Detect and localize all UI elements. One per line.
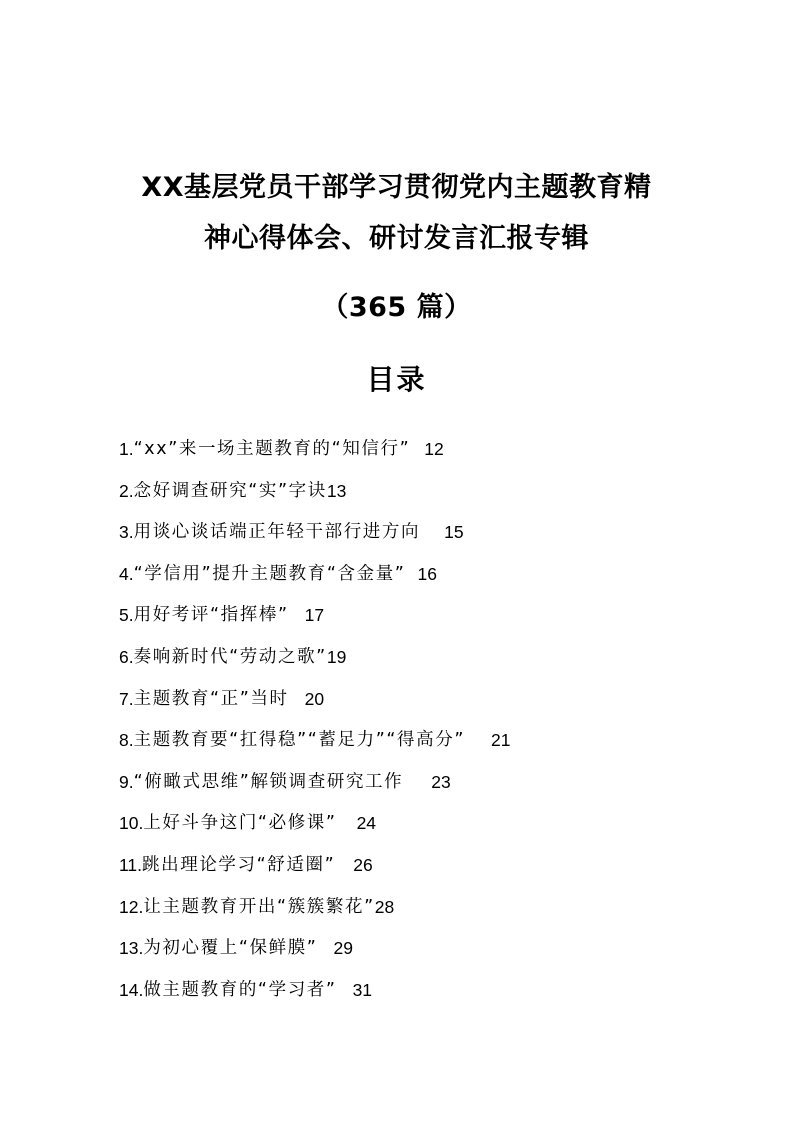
toc-item-title: 主题教育要“扛得稳”“蓄足力”“得高分” [133,730,466,751]
toc-item[interactable] [119,850,719,892]
toc-item-page: 24 [356,813,377,834]
toc-item-number: 8. [119,730,134,751]
toc-item[interactable] [119,808,719,850]
toc-item[interactable] [119,725,719,767]
toc-item-number: 7. [119,688,134,709]
toc-item-title: 用谈心谈话端正年轻干部行进方向 [133,522,421,543]
toc-item-number: 1. [119,439,134,459]
toc-item-title: 让主题教育开出“簇簇繁花” [143,896,375,917]
toc-item[interactable] [119,892,719,934]
toc-item-number: 14. [119,979,144,1000]
toc-item-number: 6. [119,646,134,667]
toc-item-number: 13. [119,938,144,959]
toc-item-title: 用好考评“指挥棒” [133,605,289,626]
toc-item-page: 26 [353,854,373,875]
toc-item[interactable] [119,600,719,642]
document-title-line-1: XX基层党员干部学习贯彻党内主题教育精 [141,172,652,203]
toc-item-title: 主题教育“正”当时 [133,688,289,709]
toc-item-number: 12. [119,896,144,917]
toc-item-title: 念好调查研究“实”字诀 [133,480,327,501]
toc-item-number: 9. [119,771,134,792]
toc-item[interactable] [119,476,719,518]
toc-item-page: 31 [352,979,373,1000]
toc-item-page: 15 [444,522,464,543]
toc-item-number: 2. [119,480,134,501]
toc-item-number: 5. [119,605,134,626]
document-subtitle: （365 篇） [321,292,472,323]
toc-item-page: 17 [304,605,325,626]
toc-item-number: 3. [119,522,134,543]
toc-item[interactable] [119,434,719,476]
toc-item-title: 奏响新时代“劳动之歌” [133,646,327,667]
toc-item[interactable] [119,684,719,726]
toc-item[interactable] [119,642,719,684]
toc-item-page: 23 [431,771,451,792]
toc-heading: 目录 [366,363,427,396]
toc-item[interactable] [119,517,719,559]
toc-item-page: 19 [326,646,347,667]
toc-item-title: 上好斗争这门“必修课” [143,813,337,834]
document-title-line-2: 神心得体会、研讨发言汇报专辑 [204,223,589,254]
toc-item-page: 20 [304,688,325,709]
toc-item-page: 28 [374,896,395,917]
toc-item-number: 10. [119,813,144,834]
toc-item-title: “俯瞰式思维”解锁调查研究工作 [133,771,404,792]
toc-item-title: 跳出理论学习“舒适圈” [142,854,336,875]
toc-item-page: 21 [491,730,511,751]
toc-item[interactable] [119,559,719,601]
toc-item-title: “xx”来一场主题教育的“知信行” [133,439,411,459]
toc-item[interactable] [119,767,719,809]
toc-item-title: 为初心覆上“保鲜膜” [143,938,318,959]
toc-item-number: 4. [119,563,134,584]
table-of-contents [119,434,719,1016]
toc-item-page: 29 [333,938,353,959]
toc-item-title: “学信用”提升主题教育“含金量” [133,563,406,584]
toc-item-page: 12 [424,439,444,459]
toc-item[interactable] [119,975,719,1017]
toc-item-page: 16 [417,563,437,584]
toc-item-number: 11. [119,854,143,875]
toc-item-page: 13 [326,480,347,501]
toc-item[interactable] [119,933,719,975]
toc-item-title: 做主题教育的“学习者” [143,979,337,1000]
